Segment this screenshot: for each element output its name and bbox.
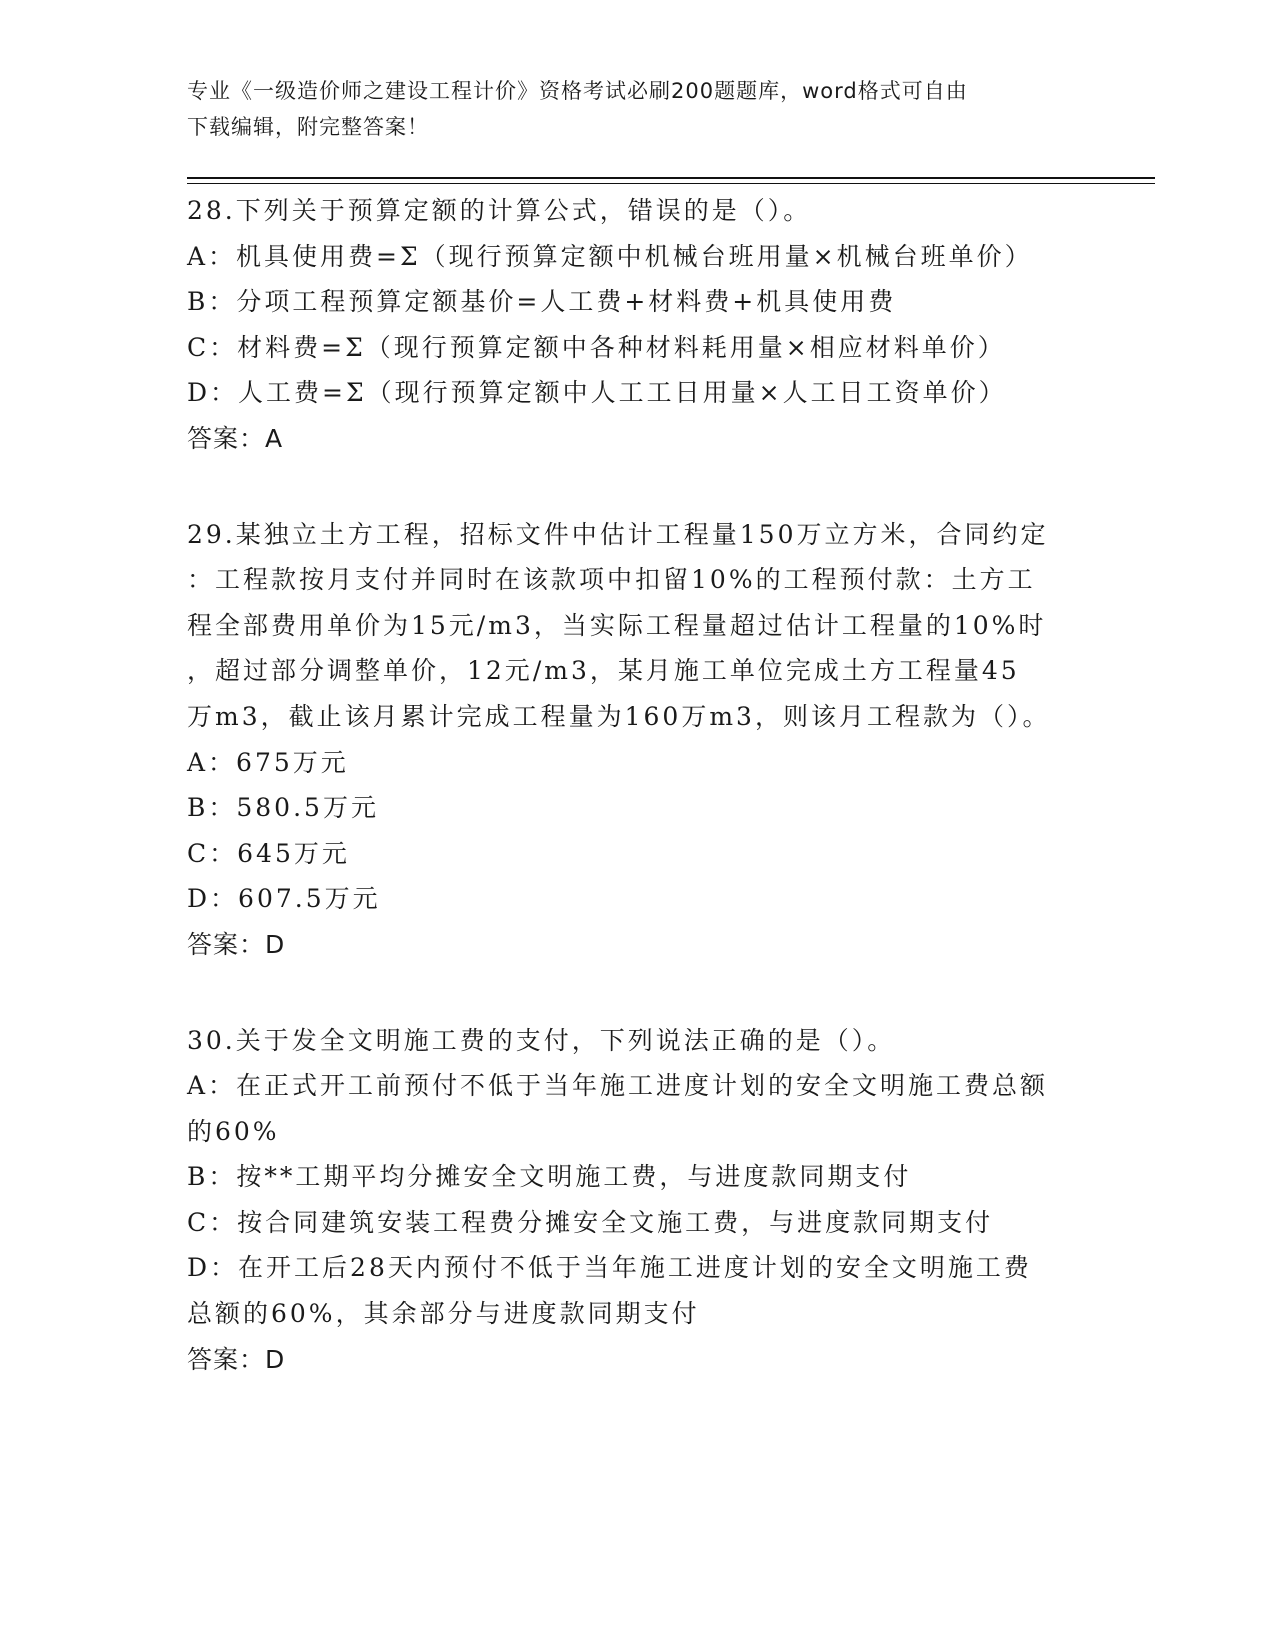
option-c: C：645万元: [187, 838, 350, 868]
option-c: C：按合同建筑安装工程费分摊安全文施工费，与进度款同期支付: [187, 1207, 994, 1237]
question-stem-line: 28.下列关于预算定额的计算公式，错误的是（）。: [187, 196, 812, 225]
option-b: B：580.5万元: [187, 793, 379, 823]
question-spacer: [187, 462, 1087, 512]
question-spacer: [187, 968, 1087, 1018]
answer-label: 答案：D: [187, 929, 286, 959]
question-block: [187, 188, 1087, 462]
answer-label: 答案：A: [187, 423, 284, 453]
question-stem-line: 万m3，截止该月累计完成工程量为160万m3，则该月工程款为（）。: [187, 701, 1051, 731]
option-d-continued: 总额的60%，其余部分与进度款同期支付: [187, 1299, 700, 1329]
header-divider-thin: [187, 183, 1155, 184]
question-block: [187, 1018, 1087, 1383]
question-stem-line: 程全部费用单价为15元/m3，当实际工程量超过估计工程量的10%时: [187, 610, 1047, 640]
option-d: D：在开工后28天内预付不低于当年施工进度计划的安全文明施工费: [187, 1253, 1032, 1283]
question-stem-line: ：工程款按月支付并同时在该款项中扣留10%的工程预付款：土方工: [187, 565, 1036, 595]
option-b: B：分项工程预算定额基价=人工费+材料费+机具使用费: [187, 287, 897, 317]
header-line-2: 下载编辑，附完整答案！: [187, 115, 429, 139]
document-header: [187, 73, 1087, 145]
header-divider-thick: [187, 177, 1155, 179]
option-a: A：机具使用费=Σ（现行预算定额中机械台班用量×机械台班单价）: [187, 241, 1033, 271]
option-a: A：在正式开工前预付不低于当年施工进度计划的安全文明施工费总额: [187, 1071, 1049, 1101]
option-d: D：607.5万元: [187, 884, 381, 914]
option-a-continued: 的60%: [187, 1116, 280, 1146]
option-d: D：人工费=Σ（现行预算定额中人工工日用量×人工日工资单价）: [187, 378, 1007, 408]
question-block: [187, 512, 1087, 968]
question-list: [187, 188, 1087, 1382]
option-a: A：675万元: [187, 747, 349, 777]
option-b: B：按**工期平均分摊安全文明施工费，与进度款同期支付: [187, 1162, 912, 1192]
question-stem-line: ，超过部分调整单价，12元/m3，某月施工单位完成土方工程量45: [187, 656, 1020, 686]
option-c: C：材料费=Σ（现行预算定额中各种材料耗用量×相应材料单价）: [187, 332, 1006, 362]
answer-label: 答案：D: [187, 1344, 286, 1374]
header-line-1: 专业《一级造价师之建设工程计价》资格考试必刷200题题库，word格式可自由: [187, 79, 968, 103]
question-stem-line: 29.某独立土方工程，招标文件中估计工程量150万立方米，合同约定: [187, 519, 1049, 549]
question-stem-line: 30.关于发全文明施工费的支付，下列说法正确的是（）。: [187, 1025, 896, 1055]
